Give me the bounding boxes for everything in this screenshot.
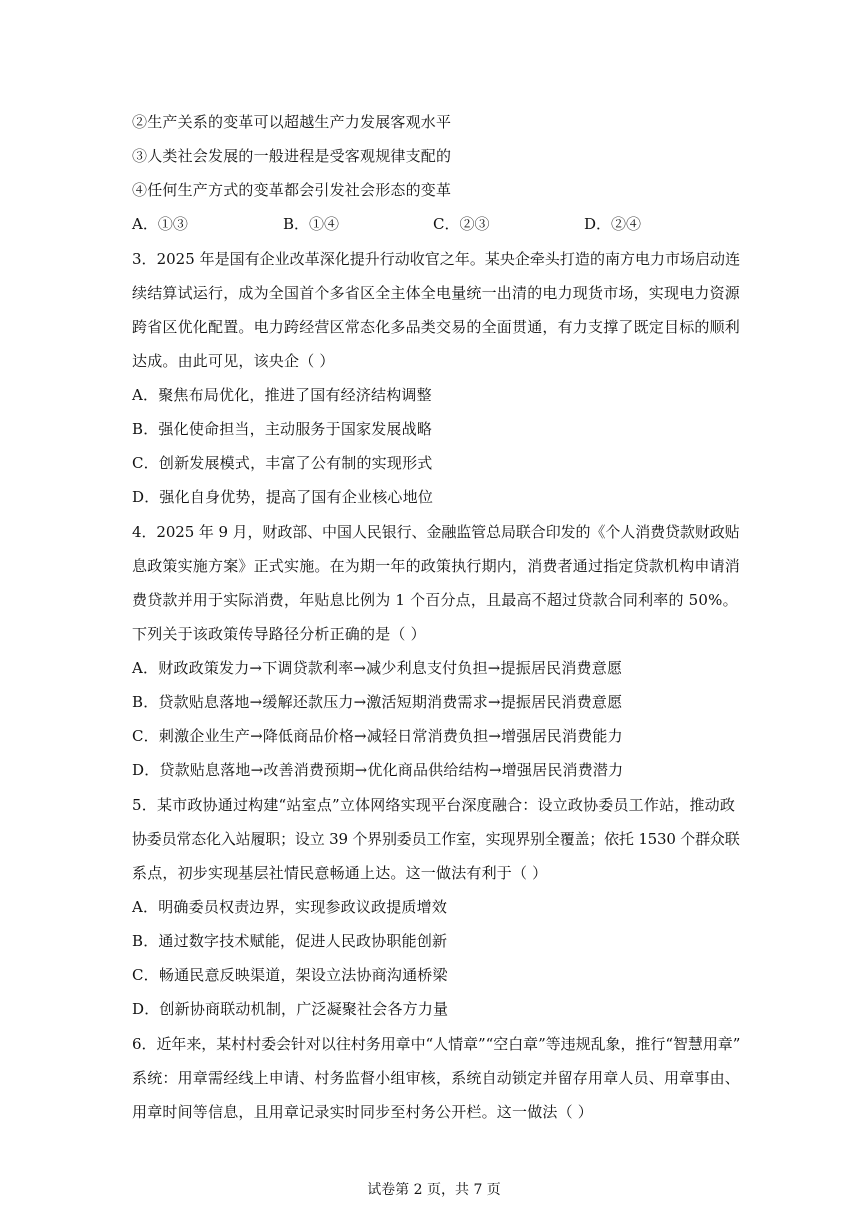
q5-option-a: A．明确委员权责边界，实现参政议政提质增效: [132, 898, 448, 916]
q3-stem-line: 3．2025 年是国有企业改革深化提升行动收官之年。某央企牵头打造的南方电力市场启动连: [132, 250, 741, 268]
option-c: C．②③: [433, 215, 490, 233]
option-d: D．②④: [584, 215, 642, 233]
q4-option-b: B．贷款贴息落地→缓解还款压力→激活短期消费需求→提振居民消费意愿: [132, 693, 623, 711]
q3-stem-line: 达成。由此可见，该央企（ ）: [132, 352, 335, 370]
statement-3: ③人类社会发展的一般进程是受客观规律支配的: [132, 147, 452, 165]
q5-stem-line: 5．某市政协通过构建“站室点”立体网络实现平台深度融合：设立政协委员工作站，推动政: [132, 796, 736, 814]
q4-stem-line: 4．2025 年 9 月，财政部、中国人民银行、金融监管总局联合印发的《个人消费贷款财政贴: [132, 523, 740, 541]
q6-stem-line: 系统：用章需经线上申请、村务监督小组审核，系统自动锁定并留存用章人员、用章事由、: [132, 1069, 741, 1087]
q5-stem-line: 协委员常态化入站履职；设立 39 个界别委员工作室，实现界别全覆盖；依托 1530 个群众联: [132, 830, 740, 848]
q3-option-d: D．强化自身优势，提高了国有企业核心地位: [132, 488, 434, 506]
q4-option-d: D．贷款贴息落地→改善消费预期→优化商品供给结构→增强居民消费潜力: [132, 761, 624, 779]
q5-option-c: C．畅通民意反映渠道，架设立法协商沟通桥梁: [132, 966, 448, 984]
q4-stem-line: 费贷款并用于实际消费，年贴息比例为 1 个百分点，且最高不超过贷款合同利率的 50%。: [132, 591, 738, 609]
statement-2: ②生产关系的变革可以超越生产力发展客观水平: [132, 113, 452, 131]
q3-stem-line: 续结算试运行，成为全国首个多省区全主体全电量统一出清的电力现货市场，实现电力资源: [132, 284, 741, 302]
q4-option-c: C．刺激企业生产→降低商品价格→减轻日常消费负担→增强居民消费能力: [132, 727, 623, 745]
page-footer: 试卷第 2 页，共 7 页: [367, 1182, 501, 1198]
option-a: A．①③: [132, 215, 188, 233]
q5-option-d: D．创新协商联动机制，广泛凝聚社会各方力量: [132, 1000, 449, 1018]
q6-stem-line: 6．近年来，某村村委会针对以往村务用章中“人情章”“空白章”等违规乱象，推行“智慧用章”: [132, 1035, 741, 1053]
q3-option-c: C．创新发展模式，丰富了公有制的实现形式: [132, 454, 433, 472]
q3-option-b: B．强化使命担当，主动服务于国家发展战略: [132, 420, 433, 438]
q5-stem-line: 系点，初步实现基层社情民意畅通上达。这一做法有利于（ ）: [132, 864, 548, 882]
q5-option-b: B．通过数字技术赋能，促进人民政协职能创新: [132, 932, 448, 950]
q4-stem-line: 下列关于该政策传导路径分析正确的是（ ）: [132, 625, 426, 643]
q3-option-a: A．聚焦布局优化，推进了国有经济结构调整: [132, 386, 432, 404]
statement-4: ④任何生产方式的变革都会引发社会形态的变革: [132, 181, 452, 199]
q3-stem-line: 跨省区优化配置。电力跨经营区常态化多品类交易的全面贯通，有力支撑了既定目标的顺利: [132, 318, 741, 336]
q4-option-a: A．财政政策发力→下调贷款利率→减少利息支付负担→提振居民消费意愿: [132, 659, 623, 677]
option-b: B．①④: [283, 215, 340, 233]
q6-stem-line: 用章时间等信息，且用章记录实时同步至村务公开栏。这一做法（ ）: [132, 1103, 593, 1121]
q4-stem-line: 息政策实施方案》正式实施。在为期一年的政策执行期内，消费者通过指定贷款机构申请消: [132, 557, 741, 575]
